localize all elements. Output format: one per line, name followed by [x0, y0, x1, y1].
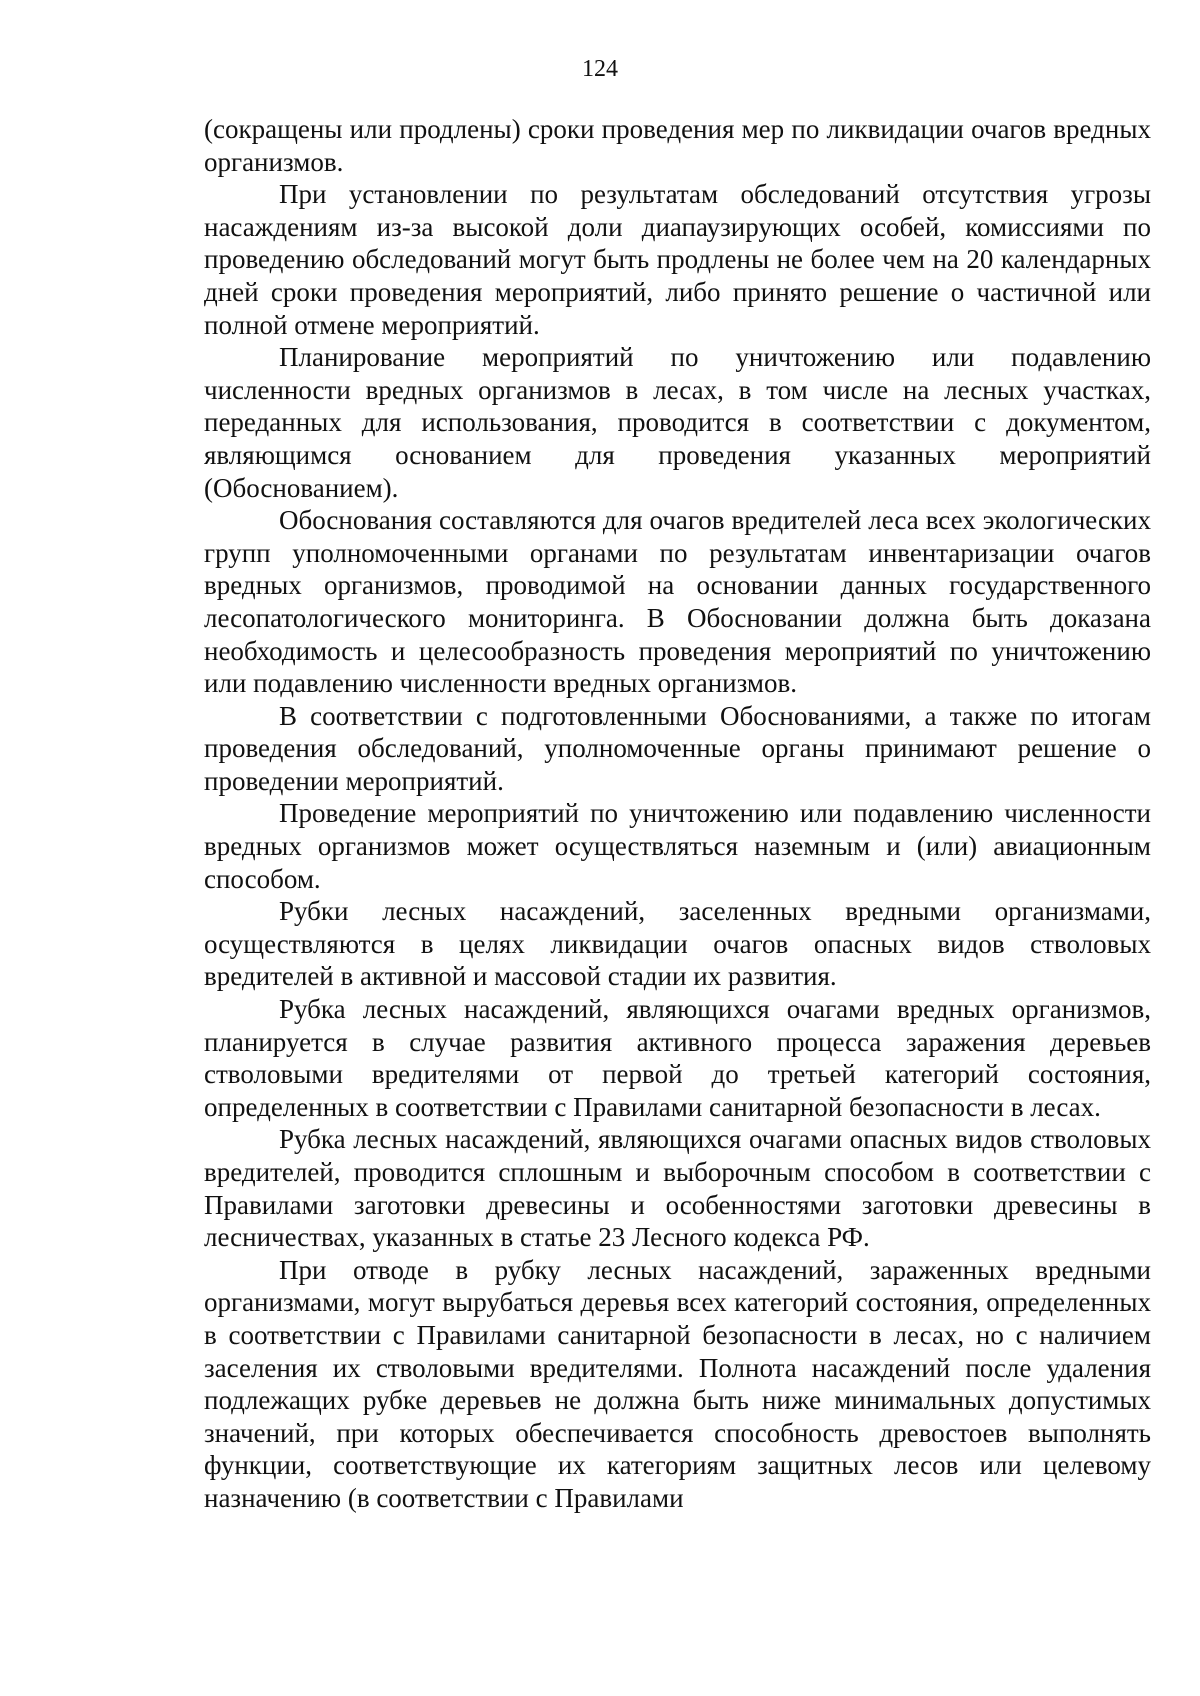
- paragraph: Рубка лесных насаждений, являющихся очагами опасных видов стволовых вредителей, проводится сплошным и выборочным способом в соответствии с Правилами заготовки древесины и особенностями заготовки древесины в лесничествах, указанных в статье 23 Лесного кодекса РФ.: [204, 1124, 1151, 1253]
- paragraph: Рубка лесных насаждений, являющихся очагами вредных организмов, планируется в случае развития активного процесса заражения деревьев стволовыми вредителями от первой до третьей категорий состояния, определенных в соответствии с Правилами санитарной безопасности в лесах.: [204, 994, 1151, 1122]
- paragraph: Проведение мероприятий по уничтожению или подавлению численности вредных организмов может осуществляться наземным и (или) авиационным способом.: [204, 798, 1151, 894]
- document-body: [204, 113, 1151, 1515]
- page-number: 124: [582, 56, 618, 82]
- paragraph: Обоснования составляются для очагов вредителей леса всех экологических групп уполномоченными органами по результатам инвентаризации очагов вредных организмов, проводимой на основании данных государственного лесопатологического мониторинга. В Обосновании должна быть доказана необходимость и целесообразность проведения мероприятий по уничтожению или подавлению численности вредных организмов.: [204, 505, 1151, 699]
- paragraph: При отводе в рубку лесных насаждений, зараженных вредными организмами, могут вырубаться деревья всех категорий состояния, определенных в соответствии с Правилами санитарной безопасности в лесах, но с наличием заселения их стволовыми вредителями. Полнота насаждений после удаления подлежащих рубке деревьев не должна быть ниже минимальных допустимых значений, при которых обеспечивается способность древостоев выполнять функции, соответствующие их категориям защитных лесов или целевому назначению (в соответствии с Правилами: [204, 1254, 1151, 1513]
- paragraph: (сокращены или продлены) сроки проведения мер по ликвидации очагов вредных организмов.: [204, 114, 1151, 177]
- paragraph: При установлении по результатам обследований отсутствия угрозы насаждениям из-за высокой доли диапаузирующих особей, комиссиями по проведению обследований могут быть продлены не более чем на 20 календарных дней сроки проведения мероприятий, либо принято решение о частичной или полной отмене мероприятий.: [204, 179, 1151, 340]
- paragraph: Рубки лесных насаждений, заселенных вредными организмами, осуществляются в целях ликвидации очагов опасных видов стволовых вредителей в активной и массовой стадии их развития.: [204, 896, 1151, 992]
- paragraph: Планирование мероприятий по уничтожению или подавлению численности вредных организмов в лесах, в том числе на лесных участках, переданных для использования, проводится в соответствии с документом, являющимся основанием для проведения указанных мероприятий (Обоснованием).: [204, 342, 1151, 503]
- paragraph: В соответствии с подготовленными Обоснованиями, а также по итогам проведения обследований, уполномоченные органы принимают решение о проведении мероприятий.: [204, 700, 1151, 796]
